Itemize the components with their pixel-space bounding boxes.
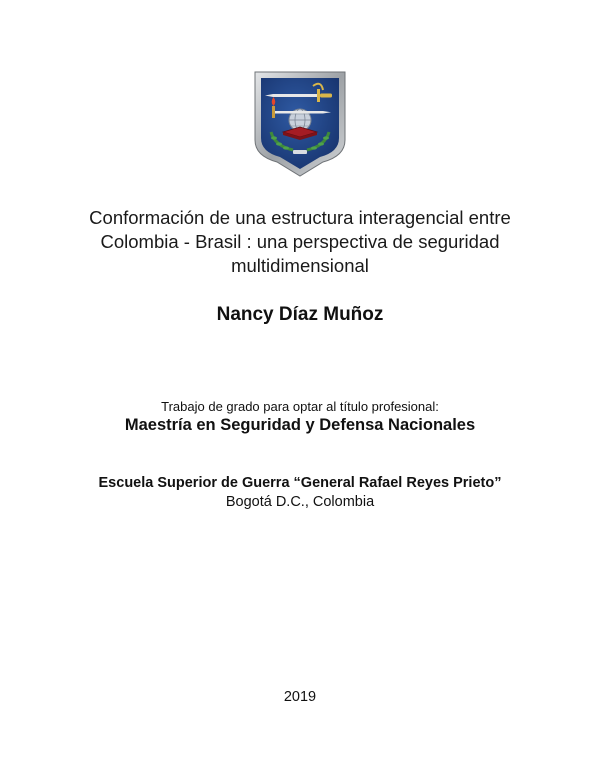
title-line: Conformación de una estructura interagencial entre	[89, 207, 511, 228]
institution-location: Bogotá D.C., Colombia	[225, 494, 375, 510]
shield-icon	[253, 70, 347, 178]
title-line: Colombia - Brasil : una perspectiva de seguridad	[100, 231, 500, 252]
publication-year: 2019	[283, 689, 317, 705]
author-name: Nancy Díaz Muñoz	[216, 304, 384, 325]
thesis-title	[60, 206, 540, 278]
institution-name: Escuela Superior de Guerra “General Rafael Reyes Prieto”	[98, 475, 502, 491]
torch-icon	[272, 97, 276, 118]
school-emblem	[253, 70, 347, 178]
degree-name: Maestría en Seguridad y Defensa Nacionales	[124, 416, 476, 434]
degree-intro: Trabajo de grado para optar al título profesional:	[161, 399, 439, 414]
title-line: multidimensional	[231, 255, 369, 276]
